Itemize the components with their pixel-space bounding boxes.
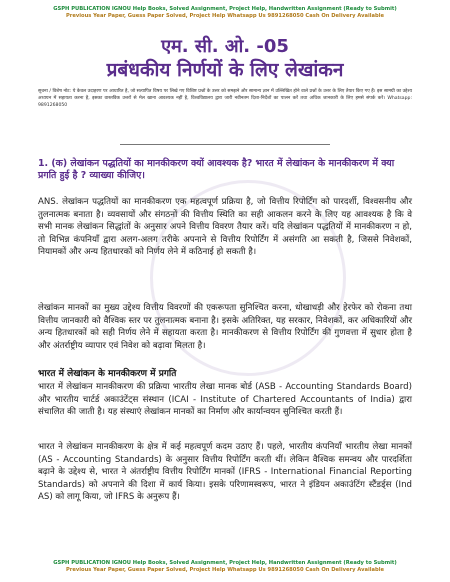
notice-text: सूचना / विशेष नोट: ये केवल उदाहरण पर आधारित है, जो सत्यापित विषय पर लिखे गए विशिष्ट प्रश्नों के उत्तर को समझने और सामान्य ज्ञान में उल्लिखित होने वाले प्रश्नों के उत्तर के लिए तैयार किए गए हैं। इस सामग्री का उद्देश्य अध्ययन में सहायता करना है, इसका वास्तविक उत्तरों से मेल खाना आवश्यक नहीं है, विश्वविद्यालय द्वारा जारी नवीनतम दिशा-निर्देशों का पालन करें तथा अधिक जानकारी के लिए हमसे संपर्क करें। Whatsapp: 9891268050 <box>38 89 412 109</box>
answer-paragraph-3: भारत में लेखांकन मानकीकरण की प्रक्रिया भारतीय लेखा मानक बोर्ड (ASB - Accounting Standards Board) और भारतीय चार्टर्ड अकाउंटेंट्स संस्थान (ICAI - Institute of Chartered Accountants of India) द्वारा संचालित की जाती है। यह संस्थाएं लेखांकन मानकों का निर्माण और कार्यान्वयन सुनिश्चित करती हैं। <box>38 382 412 418</box>
answer-paragraph-2: लेखांकन मानकों का मुख्य उद्देश्य वित्तीय विवरणों की एकरूपता सुनिश्चित करना, धोखाधड़ी और हेरफेर को रोकना तथा वित्तीय जानकारी को वैश्विक स्तर पर तुलनात्मक बनाना है। इसके अतिरिक्त, यह सरकार, निवेशकों, कर अधिकारियों और अन्य हितधारकों को सही निर्णय लेने में सहायता करता है। मानकीकरण से वित्तीय रिपोर्टिंग की गुणवत्ता में सुधार होता है और अंतर्राष्ट्रीय व्यापार एवं निवेश को बढ़ावा मिलता है। <box>38 303 412 351</box>
page-header <box>0 6 450 20</box>
divider <box>120 144 330 145</box>
course-code: एम. सी. ओ. -05 <box>161 36 289 57</box>
header-line-2: Previous Year Paper, Guess Paper Solved, Project Help Whatsapp Us 9891268050 Cash On Delivery Available <box>65 13 385 19</box>
answer-paragraph-1: ANS. लेखांकन पद्धतियों का मानकीकरण एक महत्वपूर्ण प्रक्रिया है, जो वित्तीय रिपोर्टिंग को पारदर्शी, विश्वसनीय और तुलनात्मक बनाता है। व्यवसायों और संगठनों की वित्तीय स्थिति का सही आकलन करने के लिए यह आवश्यक है कि वे सभी मानक लेखांकन सिद्धांतों के अनुसार अपने वित्तीय विवरण तैयार करें। यदि लेखांकन पद्धतियों में मानकीकरण न हो, तो विभिन्न कंपनियाँ द्वारा अलग-अलग तरीके अपनाने से वित्तीय रिपोर्टिंग में असंगति आ सकती है, जिससे निवेशकों, नियामकों और अन्य हितधारकों को निर्णय लेने में कठिनाई हो सकती है। <box>38 197 412 258</box>
page-title: प्रबंधकीय निर्णयों के लिए लेखांकन <box>106 59 344 81</box>
footer-line-1: GSPH PUBLICATION IGNOU Help Books, Solved Assignment, Project Help, Handwritten Assignment (Ready to Submit) <box>53 560 397 566</box>
answer-paragraph-4: भारत ने लेखांकन मानकीकरण के क्षेत्र में कई महत्वपूर्ण कदम उठाए हैं। पहले, भारतीय कंपनियाँ भारतीय लेखा मानकों (AS - Accounting Standards) के अनुसार वित्तीय रिपोर्टिंग करती थीं। लेकिन वैश्विक समन्वय और पारदर्शिता बढ़ाने के उद्देश्य से, भारत ने अंतर्राष्ट्रीय वित्तीय रिपोर्टिंग मानकों (IFRS - International Financial Reporting Standards) को अपनाने की दिशा में कार्य किया। इसके परिणामस्वरूप, भारत ने इंडियन अकाउंटिंग स्टैंडर्ड्स (Ind AS) को लागू किया, जो IFRS के अनुरूप हैं। <box>38 442 412 503</box>
page-footer <box>0 560 450 574</box>
section-heading: भारत में लेखांकन के मानकीकरण में प्रगति <box>38 369 177 379</box>
question-text: 1. (क) लेखांकन पद्धतियों का मानकीकरण क्यों आवश्यक है? भारत में लेखांकन के मानकीकरण में क्या प्रगति हुई है ? व्याख्या कीजिए। <box>38 158 395 181</box>
header-line-1: GSPH PUBLICATION IGNOU Help Books, Solved Assignment, Project Help, Handwritten Assignment (Ready to Submit) <box>53 6 397 12</box>
footer-line-2: Previous Year Paper, Guess Paper Solved, Project Help Whatsapp Us 9891268050 Cash On Delivery Available <box>65 567 385 573</box>
